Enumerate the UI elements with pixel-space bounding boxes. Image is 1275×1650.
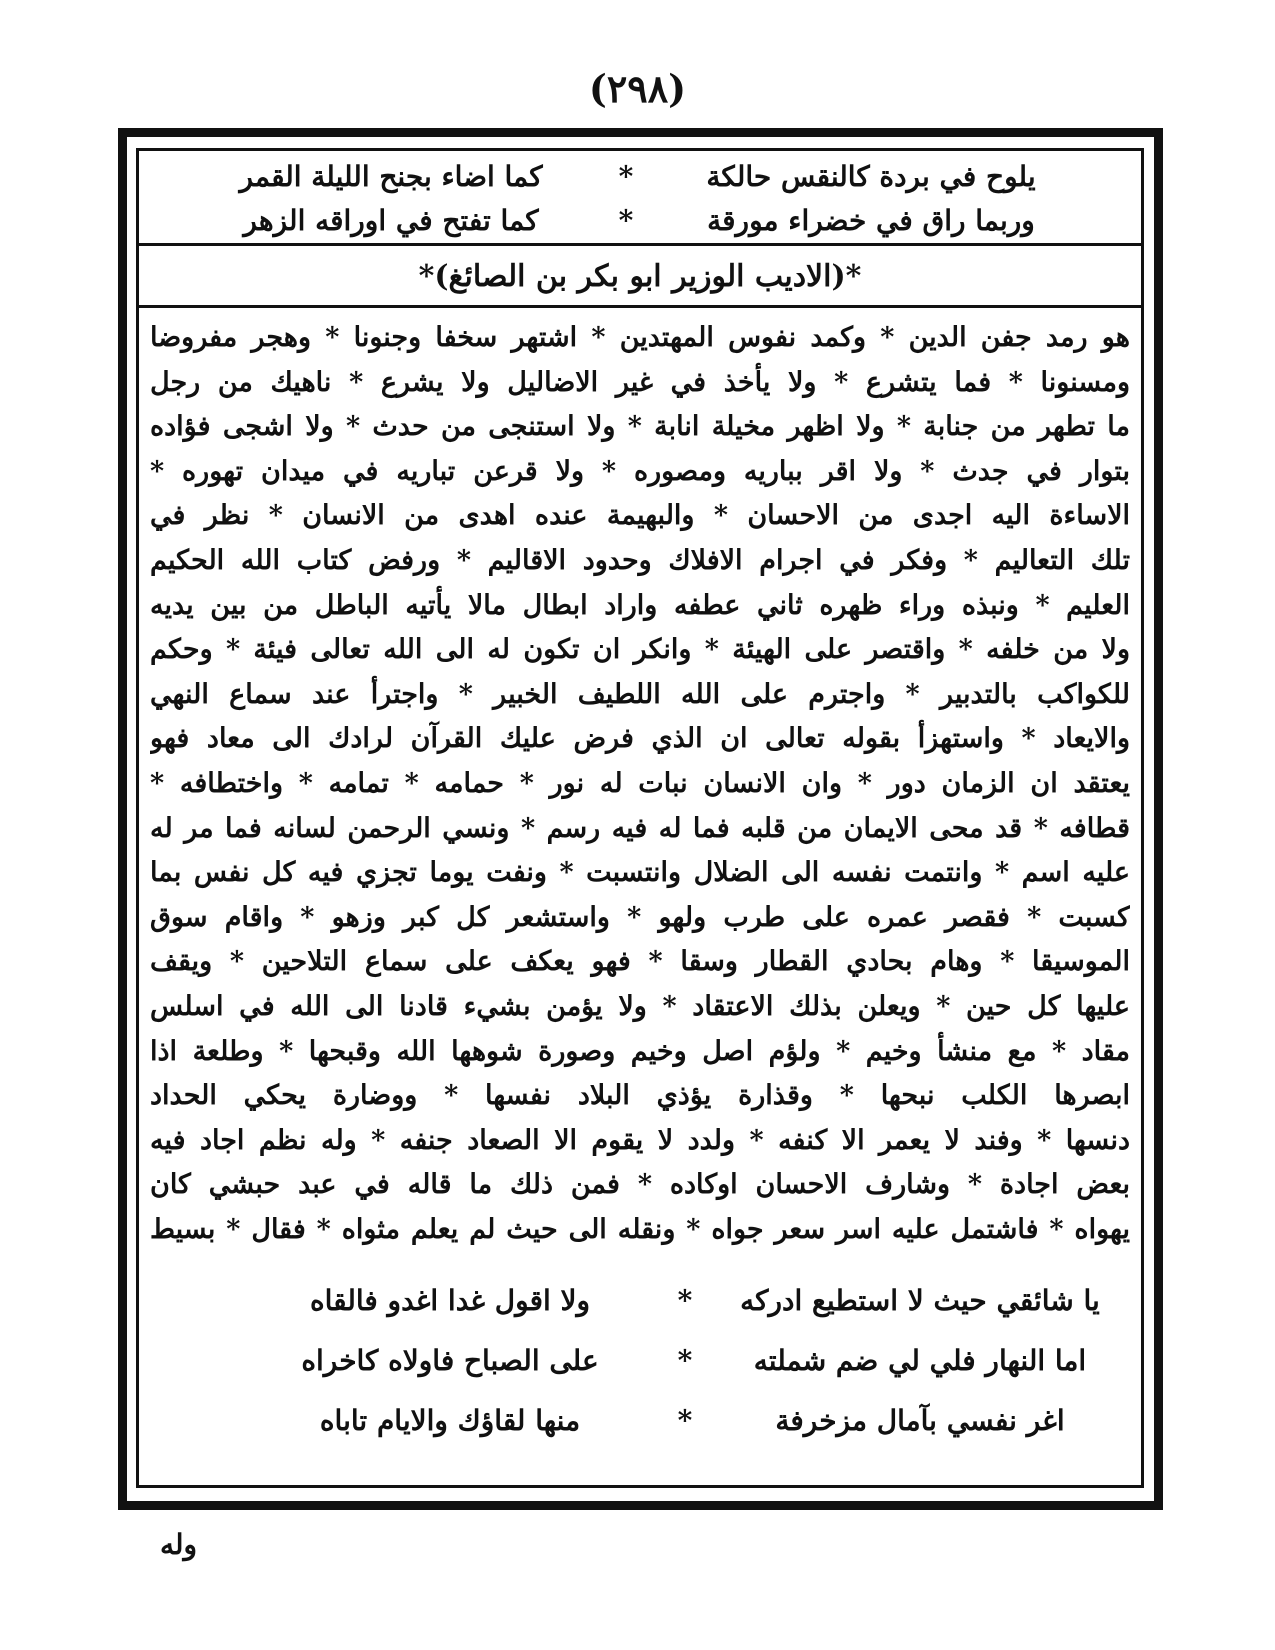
catchword: وله	[160, 1528, 198, 1561]
top-verses-box	[136, 148, 1144, 246]
verse-separator: *	[618, 159, 634, 193]
verse-line	[176, 154, 1096, 198]
section-heading-text: *(الاديب الوزير ابو بكر بن الصائغ)*	[418, 259, 862, 294]
prose-line: الموسيقا * وهام بحادي القطار وسقا * فهو يعكف على سماع التلاحين * ويقف	[150, 946, 1130, 978]
prose-block	[150, 316, 1130, 1252]
prose-line: ابصرها الكلب نبحها * وقذارة يؤذي البلاد نفسها * ووضارة يحكي الحداد	[150, 1080, 1130, 1112]
section-heading	[136, 248, 1144, 308]
prose-line: العليم * ونبذه وراء ظهره ثاني عطفه واراد ابطال مالا يأتيه الباطل من بين يديه	[150, 589, 1130, 621]
prose-line: الاساءة اليه اجدى من الاحسان * والبهيمة عنده اهدى من الانسان * نظر في	[150, 500, 1130, 532]
page-number: (٢٩٨)	[588, 66, 687, 111]
poem-first-hemistich: اما النهار فلي لي ضم شملته	[753, 1343, 1087, 1377]
prose-line: والايعاد * واستهزأ بقوله تعالى ان الذي فرض عليك القرآن لرادك الى معاد فهو	[150, 723, 1130, 755]
prose-line: تلك التعاليم * وفكر في اجرام الافلاك وحدود الاقاليم * ورفض كتاب الله الحكيم	[150, 544, 1130, 576]
poem-line	[150, 1330, 1130, 1390]
verse-second-hemistich: كما اضاء بجنح الليلة القمر	[239, 159, 543, 193]
prose-line: ما تطهر من جنابة * ولا اظهر مخيلة انابة * ولا استنجى من حدث * ولا اشجى فؤاده	[150, 411, 1130, 443]
prose-line: يعتقد ان الزمان دور * وان الانسان نبات له نور * حمامه * تمامه * واختطافه *	[150, 767, 1130, 799]
poem-second-hemistich: ولا اقول غدا اغدو فالقاه	[309, 1283, 591, 1317]
poem-first-hemistich: يا شائقي حيث لا استطيع ادركه	[740, 1283, 1100, 1317]
prose-line: بتوار في جدث * ولا اقر بباريه ومصوره * ولا قرعن تباريه في ميدان تهوره *	[150, 455, 1130, 487]
poem-second-hemistich: على الصباح فاولاه كاخراه	[301, 1343, 599, 1377]
poem-separator: *	[677, 1283, 693, 1317]
verse-first-hemistich: يلوح في بردة كالنقس حالكة	[706, 159, 1036, 193]
prose-line: عليها كل حين * ويعلن بذلك الاعتقاد * ولا يؤمن بشيء قادنا الى الله في اسلس	[150, 990, 1130, 1022]
verse-line	[176, 198, 1096, 242]
poem-separator: *	[677, 1343, 693, 1377]
poem-block	[150, 1270, 1130, 1450]
prose-line: ومسنونا * فما يتشرع * ولا يأخذ في غير الاضاليل ولا يشرع * ناهيك من رجل	[150, 366, 1130, 398]
prose-line: عليه اسم * وانتمت نفسه الى الضلال وانتسبت * ونفت يوما تجزي فيه كل نفس بما	[150, 857, 1130, 889]
verse-second-hemistich: كما تفتح في اوراقه الزهر	[243, 203, 539, 237]
prose-line: يهواه * فاشتمل عليه اسر سعر جواه * ونقله الى حيث لم يعلم مثواه * فقال * بسيط	[150, 1213, 1130, 1245]
prose-line: مقاد * مع منشأ وخيم * ولؤم اصل وخيم وصورة شوهها الله وقبحها * وطلعة اذا	[150, 1035, 1130, 1067]
prose-line: قطافه * قد محى الايمان من قلبه فما له فيه رسم * ونسي الرحمن لسانه فما مر له	[150, 812, 1130, 844]
prose-line: دنسها * وفند لا يعمر الا كنفه * ولدد لا يقوم الا الصعاد جنفه * وله نظم اجاد فيه	[150, 1124, 1130, 1156]
prose-line: بعض اجادة * وشارف الاحسان اوكاده * فمن ذلك ما قاله في عبد حبشي كان	[150, 1169, 1130, 1201]
poem-separator: *	[677, 1403, 693, 1437]
prose-line: للكواكب بالتدبير * واجترم على الله اللطيف الخبير * واجترأ عند سماع النهي	[150, 678, 1130, 710]
poem-first-hemistich: اغر نفسي بآمال مزخرفة	[775, 1403, 1065, 1437]
prose-line: كسبت * فقصر عمره على طرب ولهو * واستشعر كل كبر وزهو * واقام سوق	[150, 901, 1130, 933]
prose-line: هو رمد جفن الدين * وكمد نفوس المهتدين * اشتهر سخفا وجنونا * وهجر مفروضا	[150, 322, 1130, 353]
verse-first-hemistich: وربما راق في خضراء مورقة	[707, 203, 1035, 237]
poem-second-hemistich: منها لقاؤك والايام تاباه	[319, 1403, 581, 1437]
prose-line: ولا من خلفه * واقتصر على الهيئة * وانكر ان تكون له الى الله تعالى فيئة * وحكم	[150, 634, 1130, 666]
poem-line	[150, 1270, 1130, 1330]
verse-separator: *	[618, 203, 634, 237]
poem-line	[150, 1390, 1130, 1450]
